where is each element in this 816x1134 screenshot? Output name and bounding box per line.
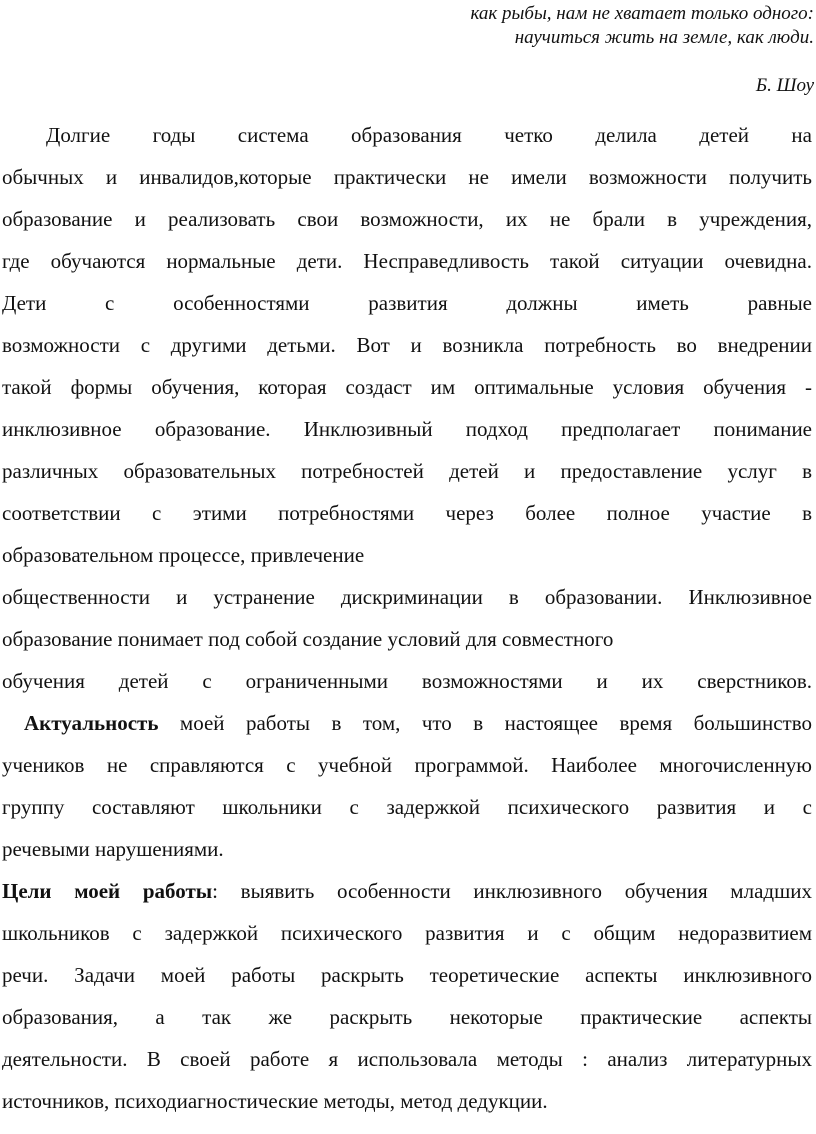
paragraph-line: школьников с задержкой психического развития и с общим недоразвитием	[2, 921, 812, 945]
goals-first-line	[2, 876, 812, 906]
goals-label: Цели моей работы	[2, 879, 213, 903]
paragraph-line: Долгие годы система образования четко делила детей на	[46, 123, 812, 147]
epigraph-line-2: научиться жить на земле, как люди.	[514, 27, 814, 48]
paragraph-line: образование понимает под собой создание условий для совместного	[2, 627, 614, 651]
paragraph-line: где обучаются нормальные дети. Несправедливость такой ситуации очевидна.	[2, 249, 812, 273]
paragraph-line: возможности с другими детьми. Вот и возникла потребность во внедрении	[2, 333, 812, 357]
paragraph-line: инклюзивное образование. Инклюзивный подход предполагает понимание	[2, 417, 812, 441]
paragraph-line: различных образовательных потребностей детей и предоставление услуг в	[2, 459, 812, 483]
paragraph-line: речевыми нарушениями.	[2, 837, 224, 861]
epigraph-author: Б. Шоу	[755, 75, 814, 96]
paragraph-line: учеников не справляются с учебной программой. Наиболее многочисленную	[2, 753, 812, 777]
paragraph-line: образование и реализовать свои возможности, их не брали в учреждения,	[2, 207, 812, 231]
relevance-label: Актуальность	[24, 711, 159, 735]
epigraph-line-1: как рыбы, нам не хватает только одного:	[470, 3, 814, 24]
paragraph-line: обычных и инвалидов,которые практически не имели возможности получить	[2, 165, 812, 189]
goals-text: : выявить особенности инклюзивного обучения младших	[212, 879, 812, 903]
relevance-text: моей работы в том, что в настоящее время большинство	[158, 711, 812, 735]
paragraph-line: деятельности. В своей работе я использовала методы : анализ литературных	[2, 1047, 812, 1071]
paragraph-line: речи. Задачи моей работы раскрыть теоретические аспекты инклюзивного	[2, 963, 812, 987]
paragraph-line: образовательном процессе, привлечение	[2, 543, 365, 567]
paragraph-line: группу составляют школьники с задержкой психического развития и с	[2, 795, 812, 819]
relevance-first-line	[24, 708, 812, 738]
paragraph-line: образования, а так же раскрыть некоторые практические аспекты	[2, 1005, 812, 1029]
paragraph-line: общественности и устранение дискриминации в образовании. Инклюзивное	[2, 585, 812, 609]
paragraph-line: такой формы обучения, которая создаст им оптимальные условия обучения -	[2, 375, 812, 399]
paragraph-line: источников, психодиагностические методы, метод дедукции.	[2, 1089, 548, 1113]
paragraph-line: Дети с особенностями развития должны иметь равные	[2, 291, 812, 315]
paragraph-line: обучения детей с ограниченными возможностями и их сверстников.	[2, 669, 812, 693]
paragraph-line: соответствии с этими потребностями через более полное участие в	[2, 501, 812, 525]
